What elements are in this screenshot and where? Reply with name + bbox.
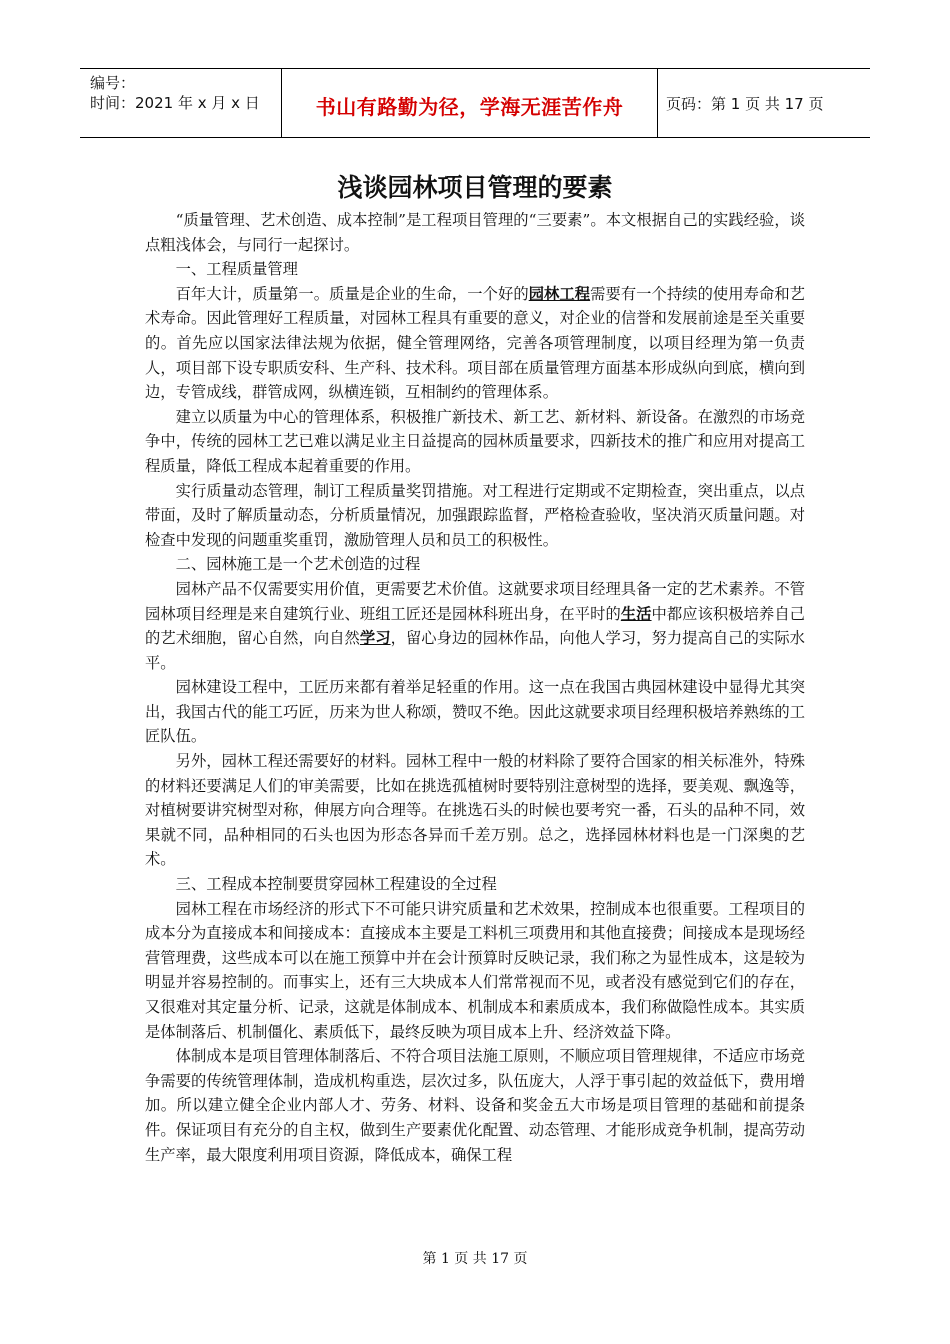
page-header bbox=[80, 68, 870, 138]
section-heading: 二、园林施工是一个艺术创造的过程 bbox=[175, 555, 421, 574]
header-motto-cell bbox=[282, 69, 658, 137]
body-paragraph: 另外，园林工程还需要好的材料。园林工程中一般的材料除了要符合国家的相关标准外，特殊的材料还要满足人们的审美需要，比如在挑选孤植树时要特别注意树型的选择，要美观、飘逸等，对植树要讲究树型对称，伸展方向合理等。在挑选石头的时候也要考究一番，石头的品种不同，效果就不同，品种相同的石头也因为形态各异而千差万别。总之，选择园林材料也是一门深奥的艺术。 bbox=[145, 752, 805, 869]
body-paragraph: 园林工程在市场经济的形式下不可能只讲究质量和艺术效果，控制成本也很重要。工程项目的成本分为直接成本和间接成本：直接成本主要是工料机三项费用和其他直接费；间接成本是现场经营管理费，这些成本可以在施工预算中并在会计预算时反映记录，我们称之为显性成本，这是较为明显并容易控制的。而事实上，还有三大块成本人们常常视而不见，或者没有感觉到它们的存在，又很难对其定量分析、记录，这就是体制成本、机制成本和素质成本，我们称做隐性成本。其实质是体制落后、机制僵化、素质低下，最终反映为项目成本上升、经济效益下降。 bbox=[145, 899, 805, 1041]
body-paragraph: 建立以质量为中心的管理体系，积极推广新技术、新工艺、新材料、新设备。在激烈的市场竞争中，传统的园林工艺已难以满足业主日益提高的园林质量要求，四新技术的推广和应用对提高工程质量，降低工程成本起着重要的作用。 bbox=[145, 407, 805, 475]
header-page-info: 页码：第 1 页 共 17 页 bbox=[666, 95, 824, 113]
section-heading: 一、工程质量管理 bbox=[175, 260, 298, 279]
page-footer: 第 1 页 共 17 页 bbox=[422, 1251, 528, 1267]
document-body bbox=[145, 208, 805, 1167]
keyword-link[interactable]: 生活 bbox=[620, 604, 652, 623]
body-paragraph: 百年大计，质量第一。质量是企业的生命，一个好的园林工程需要有一个持续的使用寿命和艺术寿命。因此管理好工程质量，对园林工程具有重要的意义，对企业的信誉和发展前途是至关重要的。首先应以国家法律法规为依据，健全管理网络，完善各项管理制度，以项目经理为第一负责人，项目部下设专职质安科、生产科、技术科。项目部在质量管理方面基本形成纵向到底，横向到边，专管成线，群管成网，纵横连锁，互相制约的管理体系。 bbox=[145, 284, 805, 402]
document-number-label: 编号： bbox=[90, 74, 136, 92]
body-paragraph: 体制成本是项目管理体制落后、不符合项目法施工原则，不顺应项目管理规律，不适应市场竞争需要的传统管理体制，造成机构重迭，层次过多，队伍庞大，人浮于事引起的效益低下，费用增加。所以建立健全企业内部人才、劳务、材料、设备和奖金五大市场是项目管理的基础和前提条件。保证项目有充分的自主权，做到生产要素优化配置、动态管理、才能形成竞争机制，提高劳动生产率，最大限度利用项目资源，降低成本，确保工程 bbox=[145, 1047, 805, 1164]
keyword-link[interactable]: 园林工程 bbox=[528, 284, 591, 303]
header-motto: 书山有路勤为径，学海无涯苦作舟 bbox=[315, 95, 624, 119]
keyword-link[interactable]: 学习 bbox=[359, 629, 391, 648]
body-paragraph: 园林建设工程中，工匠历来都有着举足轻重的作用。这一点在我国古典园林建设中显得尤其突出，我国古代的能工巧匠，历来为世人称颂，赞叹不绝。因此这就要求项目经理积极培养熟练的工匠队伍。 bbox=[145, 678, 805, 746]
header-meta-cell bbox=[80, 69, 282, 137]
body-paragraph: “质量管理、艺术创造、成本控制”是工程项目管理的“三要素”。本文根据自己的实践经验，谈点粗浅体会，与同行一起探讨。 bbox=[145, 211, 805, 254]
document-date-label: 时间：2021 年 x 月 x 日 bbox=[90, 94, 260, 112]
body-paragraph: 园林产品不仅需要实用价值，更需要艺术价值。这就要求项目经理具备一定的艺术素养。不管园林项目经理是来自建筑行业、班组工匠还是园林科班出身，在平时的生活中都应该积极培养自己的艺术细胞，留心自然，向自然学习，留心身边的园林作品，向他人学习，努力提高自己的实际水平。 bbox=[145, 579, 805, 672]
header-page-cell bbox=[658, 69, 870, 137]
body-paragraph: 实行质量动态管理，制订工程质量奖罚措施。对工程进行定期或不定期检查，突出重点，以点带面，及时了解质量动态，分析质量情况，加强跟踪监督，严格检查验收，坚决消灭质量问题。对检查中发现的问题重奖重罚，激励管理人员和员工的积极性。 bbox=[145, 481, 805, 549]
section-heading: 三、工程成本控制要贯穿园林工程建设的全过程 bbox=[175, 875, 497, 894]
document-title: 浅谈园林项目管理的要素 bbox=[337, 173, 613, 202]
